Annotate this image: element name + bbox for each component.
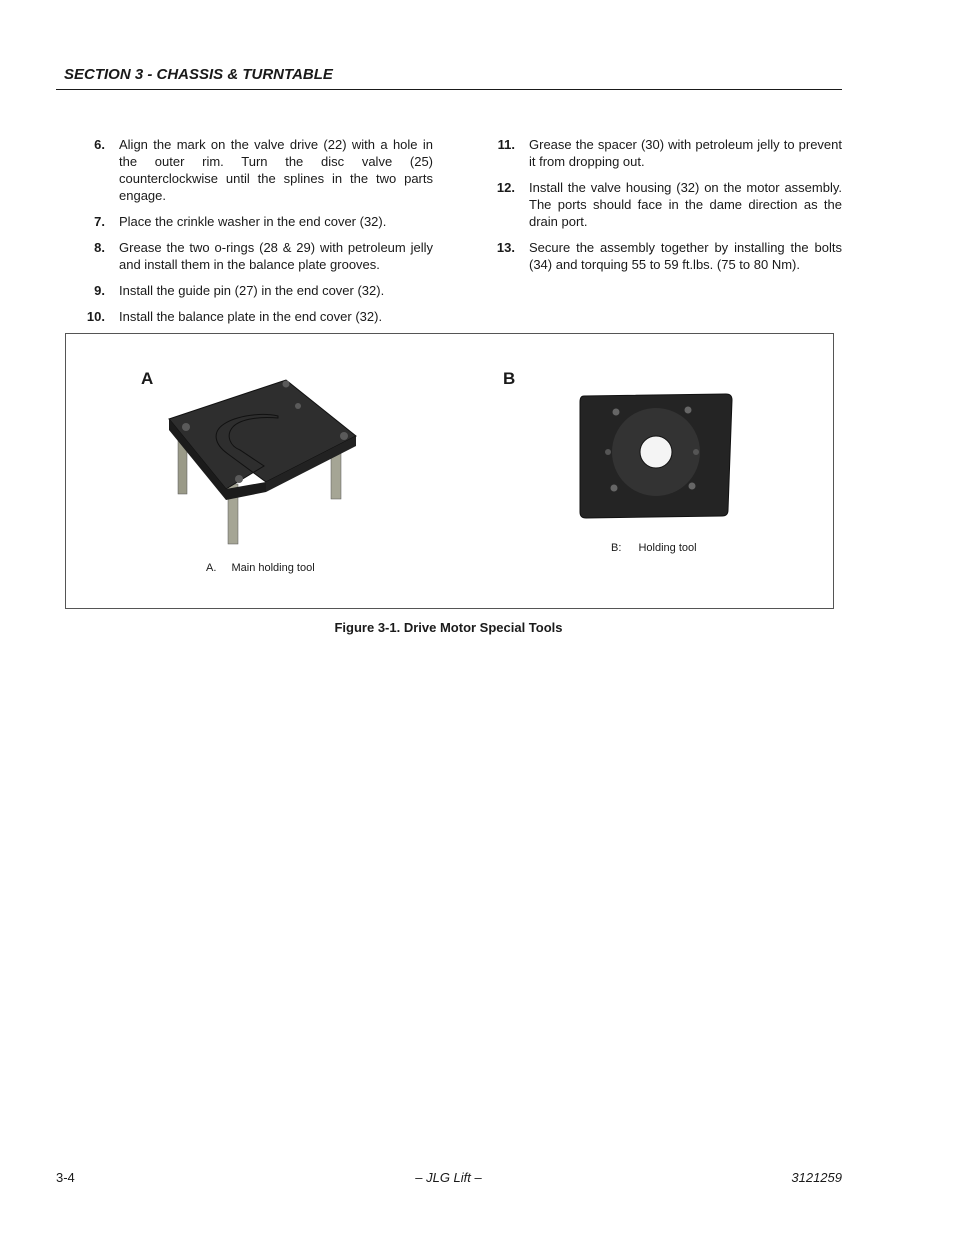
figure-caption: Figure 3-1. Drive Motor Special Tools	[334, 620, 563, 635]
header-rule	[56, 89, 842, 90]
step-number: 7.	[94, 214, 105, 229]
bolt-hole-icon	[283, 381, 290, 388]
panel-b-letter: B	[503, 369, 516, 388]
step-item	[64, 136, 433, 204]
panel-a-caption-text: Main holding tool	[231, 562, 315, 574]
pin-icon	[611, 485, 618, 492]
right-column	[474, 136, 842, 282]
panel-a-letter: A	[141, 369, 154, 388]
footer-center-text: – JLG Lift –	[415, 1170, 482, 1185]
step-item	[64, 282, 433, 299]
holding-tool-illustration	[578, 392, 738, 522]
page-number: 3-4	[56, 1170, 75, 1185]
pin-icon	[685, 407, 692, 414]
step-item	[474, 179, 842, 230]
document-number: 3121259	[791, 1170, 842, 1185]
panel-a-caption	[206, 562, 315, 574]
step-number: 12.	[496, 180, 515, 195]
step-item	[64, 239, 433, 273]
bolt-hole-icon	[693, 449, 699, 455]
step-item	[64, 213, 433, 230]
step-text: Secure the assembly together by installing the bolts (34) and torquing 55 to 59 ft.lbs. (75 to 80 Nm).	[529, 240, 842, 272]
main-holding-tool-illustration	[166, 374, 366, 554]
center-hole-icon	[640, 436, 672, 468]
step-text: Place the crinkle washer in the end cover (32).	[119, 214, 387, 229]
step-text: Install the valve housing (32) on the motor assembly. The ports should face in the dame direction as the drain port.	[529, 180, 842, 229]
panel-b-caption-text: Holding tool	[638, 542, 697, 554]
panel-a-caption-label: A.	[206, 562, 217, 574]
figure-frame	[65, 333, 834, 609]
section-title: SECTION 3 - CHASSIS & TURNTABLE	[64, 66, 333, 83]
pin-icon	[689, 483, 696, 490]
bolt-hole-icon	[605, 449, 611, 455]
bolt-hole-icon	[340, 432, 348, 440]
panel-b-caption-label: B:	[611, 542, 622, 554]
step-text: Install the guide pin (27) in the end cover (32).	[119, 283, 385, 298]
bolt-hole-icon	[295, 403, 301, 409]
step-number: 6.	[94, 137, 105, 152]
left-column	[64, 136, 433, 334]
step-text: Grease the spacer (30) with petroleum jelly to prevent it from dropping out.	[529, 137, 842, 169]
step-number: 13.	[496, 240, 515, 255]
step-item	[474, 239, 842, 273]
tool-plate	[169, 380, 356, 489]
bolt-hole-icon	[182, 423, 190, 431]
pin-icon	[613, 409, 620, 416]
step-text: Grease the two o-rings (28 & 29) with petroleum jelly and install them in the balance plate grooves.	[119, 240, 433, 272]
step-number: 11.	[497, 137, 515, 152]
step-number: 10.	[86, 309, 105, 324]
panel-b-caption	[611, 542, 697, 554]
bolt-hole-icon	[235, 475, 243, 483]
step-item	[64, 308, 433, 325]
step-number: 9.	[94, 283, 105, 298]
step-text: Align the mark on the valve drive (22) with a hole in the outer rim. Turn the disc valve (25) counterclockwise until the splines in the two parts engage.	[119, 137, 433, 203]
step-number: 8.	[94, 240, 105, 255]
step-text: Install the balance plate in the end cover (32).	[119, 309, 383, 324]
step-item	[474, 136, 842, 170]
